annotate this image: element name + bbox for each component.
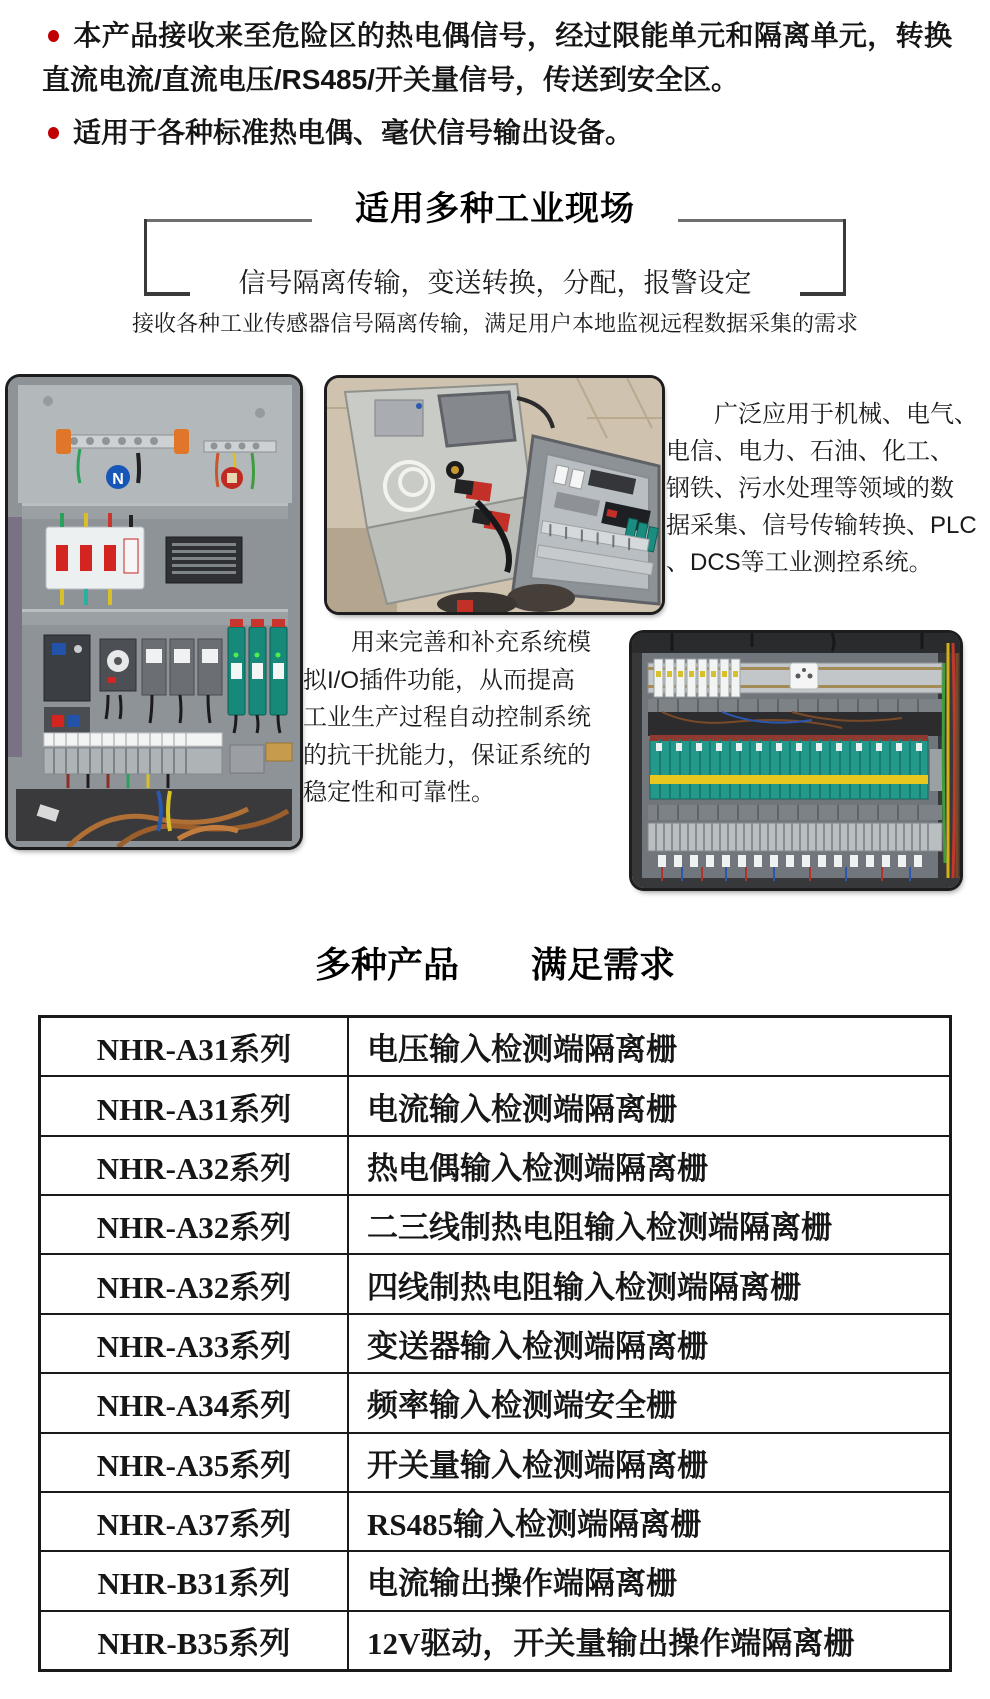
- text-line: 广泛应用于机械、电气、: [714, 401, 978, 428]
- open-enclosure-photo: [327, 378, 662, 612]
- neutral-badge-label: N: [112, 471, 124, 488]
- table-row: [40, 1433, 951, 1492]
- series-cell: NHR-B35系列: [40, 1611, 349, 1671]
- text-line: 用来完善和补充系统模: [351, 629, 591, 656]
- table-row: [40, 1492, 951, 1551]
- table-row: [40, 1611, 951, 1671]
- feature-bullet-1: [42, 14, 952, 102]
- feature-text-1: 本产品接收来至危险区的热电偶信号，经过限能单元和隔离单元，转换直流电流/直流电压/RS485/开关量信号，传送到安全区。: [42, 20, 952, 95]
- table-row: [40, 1017, 951, 1077]
- control-cabinet-photo: [8, 377, 300, 847]
- table-row: [40, 1076, 951, 1135]
- scene-subtitle: 信号隔离传输，变送转换，分配，报警设定: [238, 268, 752, 298]
- series-cell: NHR-A32系列: [40, 1136, 349, 1195]
- description-cell: 电流输出操作端隔离栅: [348, 1551, 951, 1610]
- feature-text-2: 适用于各种标准热电偶、毫伏信号输出设备。: [73, 117, 634, 148]
- system-benefit-text: [303, 624, 603, 812]
- text-line: 拟I/O插件功能，从而提高: [303, 666, 576, 694]
- text-line: 的抗干扰能力，保证系统的: [303, 741, 591, 769]
- table-row: [40, 1195, 951, 1254]
- text-line: 、DCS等工业测控系统。: [666, 549, 933, 576]
- products-section-title: 多种产品 满足需求: [314, 944, 675, 985]
- series-cell: NHR-A35系列: [40, 1433, 349, 1492]
- description-cell: 电流输入检测端隔离栅: [348, 1076, 951, 1135]
- series-cell: NHR-A31系列: [40, 1076, 349, 1135]
- series-cell: NHR-A34系列: [40, 1373, 349, 1432]
- text-line: 电信、电力、石油、化工、: [666, 438, 954, 465]
- feature-bullet-2: [42, 111, 952, 155]
- text-line: 稳定性和可靠性。: [303, 779, 495, 806]
- description-cell: 四线制热电阻输入检测端隔离栅: [348, 1254, 951, 1313]
- product-series-table: [38, 1015, 952, 1672]
- table-row: [40, 1373, 951, 1432]
- description-cell: 电压输入检测端隔离栅: [348, 1017, 951, 1077]
- field-applications-text: [666, 396, 978, 581]
- description-cell: 二三线制热电阻输入检测端隔离栅: [348, 1195, 951, 1254]
- table-row: [40, 1136, 951, 1195]
- red-bullet-icon: [48, 30, 59, 42]
- series-cell: NHR-A37系列: [40, 1492, 349, 1551]
- series-cell: NHR-A33系列: [40, 1314, 349, 1373]
- table-row: [40, 1254, 951, 1313]
- description-cell: 开关量输入检测端隔离栅: [348, 1433, 951, 1492]
- red-bullet-icon: [48, 127, 59, 139]
- table-row: [40, 1314, 951, 1373]
- scene-section-title: 适用多种工业现场: [355, 190, 635, 228]
- description-cell: 热电偶输入检测端隔离栅: [348, 1136, 951, 1195]
- series-cell: NHR-B31系列: [40, 1551, 349, 1610]
- scene-caption: 接收各种工业传感器信号隔离传输，满足用户本地监视远程数据采集的需求: [131, 311, 858, 336]
- description-cell: 频率输入检测端安全栅: [348, 1373, 951, 1432]
- table-row: [40, 1551, 951, 1610]
- description-cell: 变送器输入检测端隔离栅: [348, 1314, 951, 1373]
- series-cell: NHR-A32系列: [40, 1195, 349, 1254]
- series-cell: NHR-A32系列: [40, 1254, 349, 1313]
- series-cell: NHR-A31系列: [40, 1017, 349, 1077]
- description-cell: 12V驱动，开关量输出操作端隔离栅: [348, 1611, 951, 1671]
- text-line: 钢铁、污水处理等领域的数: [666, 475, 954, 502]
- text-line: 工业生产过程自动控制系统: [303, 704, 591, 731]
- description-cell: RS485输入检测端隔离栅: [348, 1492, 951, 1551]
- terminal-rack-photo: [632, 633, 960, 888]
- text-line: 据采集、信号传输转换、PLC: [666, 512, 977, 539]
